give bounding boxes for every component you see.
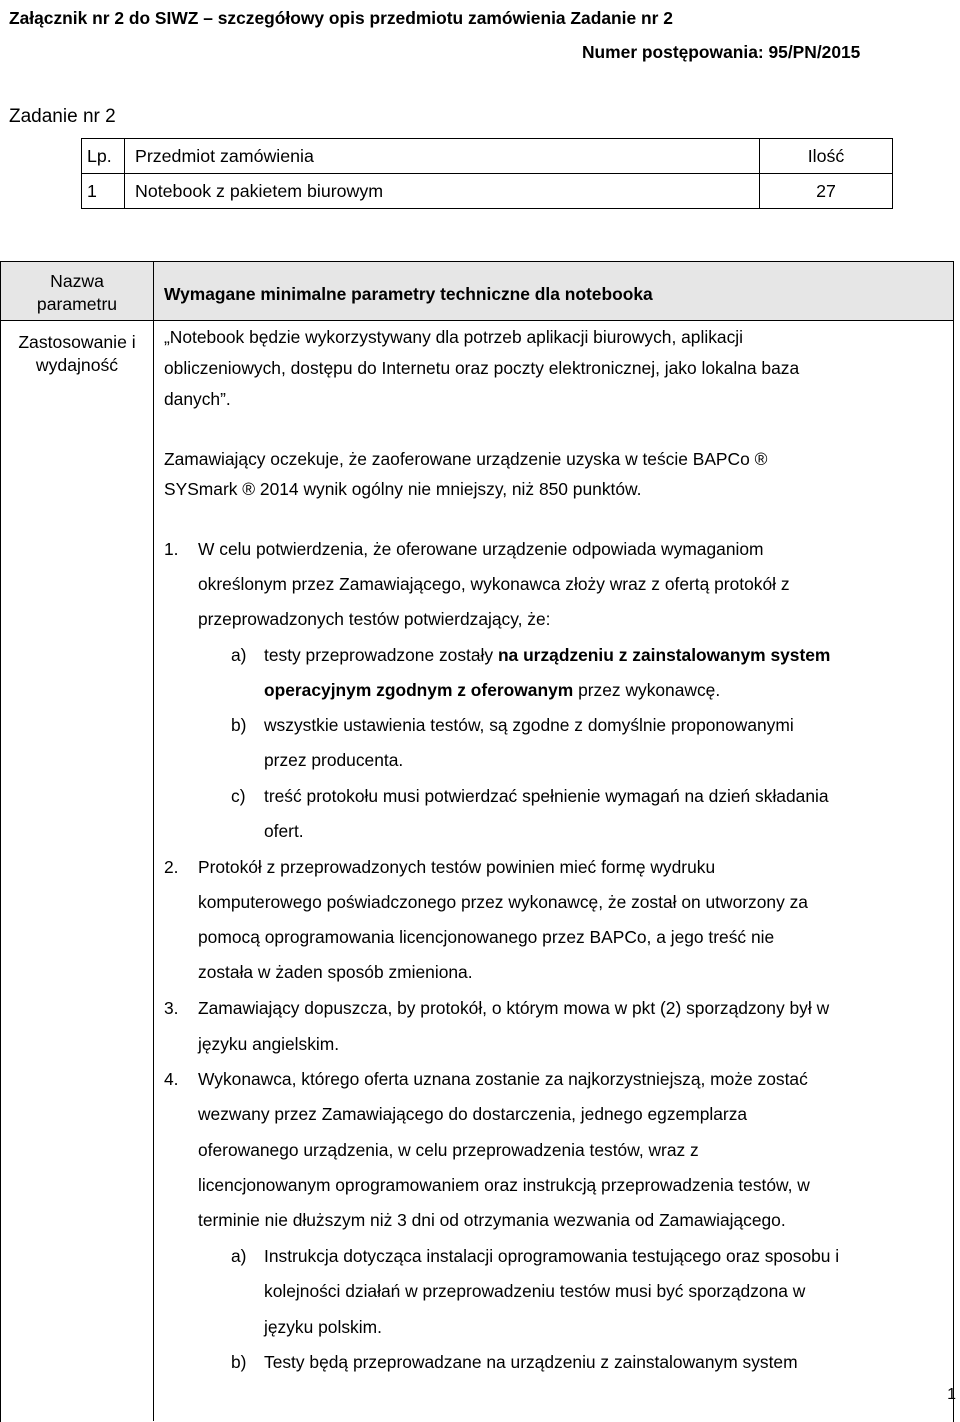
- left-header-line: parametru: [36, 294, 118, 314]
- item-4-line: oferowanego urządzenia, w celu przeprowadzenia testów, wraz z: [198, 1140, 699, 1160]
- sub-b-line: przez producenta.: [264, 750, 404, 770]
- cell-qty: 27: [760, 174, 893, 209]
- header-qty: Ilość: [760, 139, 893, 174]
- item-2-line: Protokół z przeprowadzonych testów powinien mieć formę wydruku: [198, 857, 716, 877]
- sub-4a-label: a): [231, 1246, 247, 1266]
- sub-c-label: c): [231, 786, 246, 806]
- item-2-line: komputerowego poświadczonego przez wykonawcę, że został on utworzony za: [198, 892, 808, 912]
- sub-a-label: a): [231, 645, 247, 665]
- sub-a-line: [264, 680, 720, 701]
- sub-a-text: przez wykonawcę.: [573, 680, 721, 700]
- left-label-line: wydajność: [35, 355, 119, 375]
- cell-lp: 1: [82, 174, 125, 209]
- table-header-row: [82, 139, 893, 174]
- intro-line: „Notebook będzie wykorzystywany dla potrzeb aplikacji biurowych, aplikacji: [164, 327, 743, 347]
- item-1-line: przeprowadzonych testów potwierdzający, że:: [198, 609, 551, 629]
- header-lp: Lp.: [82, 139, 125, 174]
- item-3-line: języku angielskim.: [198, 1034, 340, 1054]
- order-table: [81, 138, 893, 209]
- header-item: Przedmiot zamówienia: [125, 139, 760, 174]
- sub-a-text: testy przeprowadzone zostały: [264, 645, 498, 665]
- page-number: 1: [947, 1386, 956, 1403]
- item-3-line: Zamawiający dopuszcza, by protokół, o którym mowa w pkt (2) sporządzony był w: [198, 998, 830, 1018]
- intro-line: danych”.: [164, 389, 231, 409]
- item-2-line: pomocą oprogramowania licencjonowanego przez BAPCo, a jego treść nie: [198, 927, 775, 947]
- bapco-line: SYSmark ® 2014 wynik ogólny nie mniejszy, niż 850 punktów.: [164, 479, 642, 499]
- item-number: 1.: [164, 539, 179, 559]
- left-label-line: Zastosowanie i: [18, 332, 136, 352]
- item-4-line: licencjonowanym oprogramowaniem oraz instrukcją przeprowadzenia testów, w: [198, 1175, 810, 1195]
- item-number: 4.: [164, 1069, 179, 1089]
- left-header-line: Nazwa: [50, 271, 104, 291]
- item-number: 2.: [164, 857, 179, 877]
- sub-4a-line: kolejności działań w przeprowadzeniu testów musi być sporządzona w: [264, 1281, 806, 1301]
- attachment-title: Załącznik nr 2 do SIWZ – szczegółowy opis przedmiotu zamówienia Zadanie nr 2: [9, 8, 673, 28]
- sub-a-bold: operacyjnym zgodnym z oferowanym: [264, 680, 574, 700]
- sub-4a-line: Instrukcja dotycząca instalacji oprogramowania testującego oraz sposobu i: [264, 1246, 840, 1266]
- left-header: [1, 270, 153, 316]
- cell-item: Notebook z pakietem biurowym: [125, 174, 760, 209]
- sub-4b-line: Testy będą przeprowadzane na urządzeniu z zainstalowanym system: [264, 1352, 798, 1372]
- sub-b-label: b): [231, 715, 247, 735]
- intro-line: obliczeniowych, dostępu do Internetu oraz poczty elektronicznej, jako lokalna baza: [164, 358, 800, 378]
- item-4-line: terminie nie dłuższym niż 3 dni od otrzymania wezwania od Zamawiającego.: [198, 1210, 786, 1230]
- item-1-line: określonym przez Zamawiającego, wykonawca złoży wraz z ofertą protokół z: [198, 574, 790, 594]
- case-number: Numer postępowania: 95/PN/2015: [582, 42, 861, 62]
- sub-a-bold: na urządzeniu z zainstalowanym system: [497, 645, 831, 665]
- spec-header-border: [0, 320, 953, 321]
- sub-a-line: [264, 645, 830, 666]
- bapco-line: Zamawiający oczekuje, że zaoferowane urządzenie uzyska w teście BAPCo ®: [164, 449, 768, 469]
- item-4-line: Wykonawca, którego oferta uznana zostanie za najkorzystniejszą, może zostać: [198, 1069, 808, 1089]
- sub-4a-line: języku polskim.: [264, 1317, 382, 1337]
- item-1-line: W celu potwierdzenia, że oferowane urządzenie odpowiada wymaganiom: [198, 539, 764, 559]
- item-2-line: została w żaden sposób zmieniona.: [198, 962, 473, 982]
- spec-column-divider: [153, 261, 154, 1421]
- item-4-line: wezwany przez Zamawiającego do dostarczenia, jednego egzemplarza: [198, 1104, 748, 1124]
- left-label: [1, 331, 153, 377]
- sub-b-line: wszystkie ustawienia testów, są zgodne z domyślnie proponowanymi: [264, 715, 794, 735]
- spec-header: Wymagane minimalne parametry techniczne dla notebooka: [164, 284, 653, 304]
- sub-4b-label: b): [231, 1352, 247, 1372]
- sub-c-line: treść protokołu musi potwierdzać spełnienie wymagań na dzień składania: [264, 786, 829, 806]
- task-title: Zadanie nr 2: [9, 106, 116, 127]
- sub-c-line: ofert.: [264, 821, 304, 841]
- table-row: [82, 174, 893, 209]
- item-number: 3.: [164, 998, 179, 1018]
